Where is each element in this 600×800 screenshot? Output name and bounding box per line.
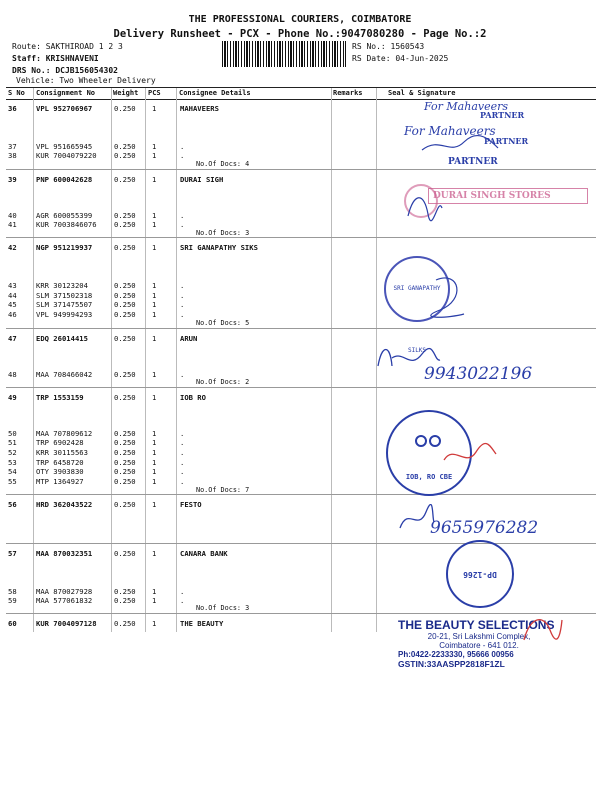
row-consignment: OTY 3903830 [36,467,84,476]
row-weight: 0.250 [114,310,136,319]
row-pcs: 1 [152,448,157,457]
row-consignment: TRP 6902428 [36,438,84,447]
group-separator [6,328,596,329]
row-sno: 45 [8,300,17,309]
row-weight: 0.250 [114,587,136,596]
row-pcs: 1 [152,549,157,558]
group-separator [6,169,596,170]
row-weight: 0.250 [114,393,136,402]
row-sno: 56 [8,500,17,509]
row-consignment: MAA 707809612 [36,429,93,438]
signature-mahaveers: For Mahaveers [424,100,509,113]
row-weight: 0.250 [114,500,136,509]
row-consignment: SLM 371502318 [36,291,93,300]
doc-count: No.Of Docs: 7 [196,486,250,494]
row-consignment: AGR 600055399 [36,211,93,220]
handwritten-phone: 9655976282 [430,518,539,538]
row-sno: 36 [8,104,17,113]
company-title: THE PROFESSIONAL COURIERS, COIMBATORE [188,14,412,25]
row-consignee: . [180,281,185,290]
staff-label: Staff: KRISHNAVENI [12,54,99,63]
row-pcs: 1 [152,458,157,467]
row-pcs: 1 [152,104,157,113]
row-pcs: 1 [152,281,157,290]
doc-count: No.Of Docs: 2 [196,378,250,386]
col-header-consignee: Consignee Details [179,89,251,97]
row-sno: 46 [8,310,17,319]
col-header-sno: S No [8,89,25,97]
row-consignee: . [180,291,185,300]
stamp-phone: Ph:0422-2233330, 95666 00956 [398,650,514,659]
row-sno: 59 [8,596,17,605]
row-consignee: CANARA BANK [180,549,228,558]
row-pcs: 1 [152,438,157,447]
row-sno: 60 [8,619,17,628]
row-weight: 0.250 [114,243,136,252]
row-sno: 40 [8,211,17,220]
row-sno: 49 [8,393,17,402]
row-sno: 48 [8,370,17,379]
stamp-partner: PARTNER [480,110,525,120]
row-pcs: 1 [152,587,157,596]
rs-number: RS No.: 1560543 [352,42,425,51]
row-consignment: KUR 7003846076 [36,220,97,229]
signature-scribble [440,440,500,470]
row-consignee: . [180,142,185,151]
stamp-partner: PARTNER [484,136,529,146]
row-weight: 0.250 [114,281,136,290]
col-header-seal: Seal & Signature [388,89,456,97]
row-consignment: PNP 600042628 [36,175,93,184]
row-consignee: ARUN [180,334,198,343]
doc-count: No.Of Docs: 3 [196,604,250,612]
row-sno: 52 [8,448,17,457]
row-consignee: . [180,300,185,309]
stamp-title: THE BEAUTY SELECTIONS [398,618,555,632]
row-consignee: . [180,587,185,596]
row-pcs: 1 [152,175,157,184]
row-sno: 55 [8,477,17,486]
row-pcs: 1 [152,619,157,628]
signature-scribble [404,186,444,226]
row-consignee: . [180,477,185,486]
col-header-weight: Weight [113,89,139,97]
row-weight: 0.250 [114,458,136,467]
row-pcs: 1 [152,211,157,220]
col-header-pcs: PCS [148,89,161,97]
row-pcs: 1 [152,500,157,509]
row-consignee: . [180,370,185,379]
row-consignment: HRD 362043522 [36,500,93,509]
row-consignee: MAHAVEERS [180,104,219,113]
row-weight: 0.250 [114,467,136,476]
row-weight: 0.250 [114,142,136,151]
stamp-address: Coimbatore - 641 012. [439,641,519,650]
row-consignment: VPL 952706967 [36,104,93,113]
row-pcs: 1 [152,370,157,379]
group-separator [6,387,596,388]
row-consignee: THE BEAUTY [180,619,224,628]
row-weight: 0.250 [114,549,136,558]
row-weight: 0.250 [114,175,136,184]
row-weight: 0.250 [114,448,136,457]
row-weight: 0.250 [114,429,136,438]
row-weight: 0.250 [114,211,136,220]
row-sno: 42 [8,243,17,252]
stamp-gstin: GSTIN:33AASPP2818F1ZL [398,659,505,669]
row-consignment: MTP 1364927 [36,477,84,486]
drs-number: DRS No.: DCJB156054302 [12,66,118,75]
row-sno: 39 [8,175,17,184]
row-consignee: . [180,458,185,467]
row-sno: 54 [8,467,17,476]
row-weight: 0.250 [114,104,136,113]
row-consignee: . [180,429,185,438]
row-pcs: 1 [152,467,157,476]
row-sno: 38 [8,151,17,160]
row-consignment: NGP 951219937 [36,243,93,252]
row-consignee: FESTO [180,500,202,509]
stamp-address: 20-21, Sri Lakshmi Complex, [427,632,531,641]
row-weight: 0.250 [114,291,136,300]
handwritten-phone: 9943022196 [424,364,533,384]
row-consignment: KRR 30123204 [36,281,88,290]
row-consignment: VPL 951665945 [36,142,93,151]
stamp-canara-bank: DP-1266 [446,540,514,608]
col-header-consignment: Consignment No [36,89,96,97]
doc-count: No.Of Docs: 4 [196,160,250,168]
row-weight: 0.250 [114,438,136,447]
row-sno: 37 [8,142,17,151]
row-weight: 0.250 [114,596,136,605]
row-pcs: 1 [152,477,157,486]
row-pcs: 1 [152,151,157,160]
row-consignment: MAA 870027928 [36,587,93,596]
row-sno: 51 [8,438,17,447]
rs-date: RS Date: 04-Jun-2025 [352,54,449,63]
barcode [222,41,346,67]
row-sno: 43 [8,281,17,290]
row-sno: 41 [8,220,17,229]
signature-scribble [420,132,500,154]
row-consignment: TRP 1553159 [36,393,84,402]
group-separator [6,543,596,544]
row-weight: 0.250 [114,300,136,309]
row-consignee: . [180,220,185,229]
row-consignee: . [180,310,185,319]
table-top-border [6,87,596,88]
row-sno: 57 [8,549,17,558]
row-sno: 53 [8,458,17,467]
row-pcs: 1 [152,300,157,309]
row-consignment: KRR 30115563 [36,448,88,457]
signature-scribble [430,270,470,320]
row-pcs: 1 [152,596,157,605]
row-consignee: . [180,596,185,605]
row-consignee: . [180,467,185,476]
row-pcs: 1 [152,142,157,151]
row-pcs: 1 [152,334,157,343]
row-weight: 0.250 [114,619,136,628]
row-consignment: TRP 6458720 [36,458,84,467]
vehicle-label: Vehicle: Two Wheeler Delivery [16,76,156,85]
stamp-ganapathy-silks: SRI GANAPATHY SILKS [384,256,450,322]
row-consignee: . [180,438,185,447]
doc-count: No.Of Docs: 5 [196,319,250,327]
row-consignee: SRI GANAPATHY SIKS [180,243,258,252]
row-weight: 0.250 [114,220,136,229]
row-consignee: DURAI SIGH [180,175,224,184]
row-pcs: 1 [152,393,157,402]
stamp-iob: IOB, RO CBE [386,410,472,496]
row-sno: 44 [8,291,17,300]
row-weight: 0.250 [114,334,136,343]
row-consignment: KUR 7004097128 [36,619,97,628]
row-weight: 0.250 [114,151,136,160]
row-consignment: EDQ 26014415 [36,334,88,343]
row-consignee: . [180,448,185,457]
signature-scribble [520,610,564,646]
doc-count: No.Of Docs: 3 [196,229,250,237]
signature-mahaveers: For Mahaveers [404,124,496,138]
row-weight: 0.250 [114,370,136,379]
row-pcs: 1 [152,310,157,319]
row-consignment: SLM 371475507 [36,300,93,309]
row-consignee: . [180,211,185,220]
row-consignment: VPL 949994293 [36,310,93,319]
row-pcs: 1 [152,243,157,252]
row-sno: 50 [8,429,17,438]
row-consignment: MAA 708466042 [36,370,93,379]
group-separator [6,613,596,614]
row-pcs: 1 [152,429,157,438]
row-consignment: KUR 7004079220 [36,151,97,160]
group-separator [6,494,596,495]
row-pcs: 1 [152,220,157,229]
col-header-remarks: Remarks [333,89,363,97]
row-consignee: IOB RO [180,393,206,402]
row-consignment: MAA 577061832 [36,596,93,605]
runsheet-subtitle: Delivery Runsheet - PCX - Phone No.:9047080280 - Page No.:2 [113,28,487,40]
iob-logo-icon [414,430,442,452]
row-consignee: . [180,151,185,160]
row-sno: 58 [8,587,17,596]
row-sno: 47 [8,334,17,343]
stamp-durai-singh: DURAI SINGH STORES [428,188,588,204]
stamp-partner: PARTNER [448,157,498,167]
route-label: Route: SAKTHIROAD 1 2 3 [12,42,123,51]
group-separator [6,237,596,238]
row-pcs: 1 [152,291,157,300]
row-consignment: MAA 870032351 [36,549,93,558]
row-weight: 0.250 [114,477,136,486]
